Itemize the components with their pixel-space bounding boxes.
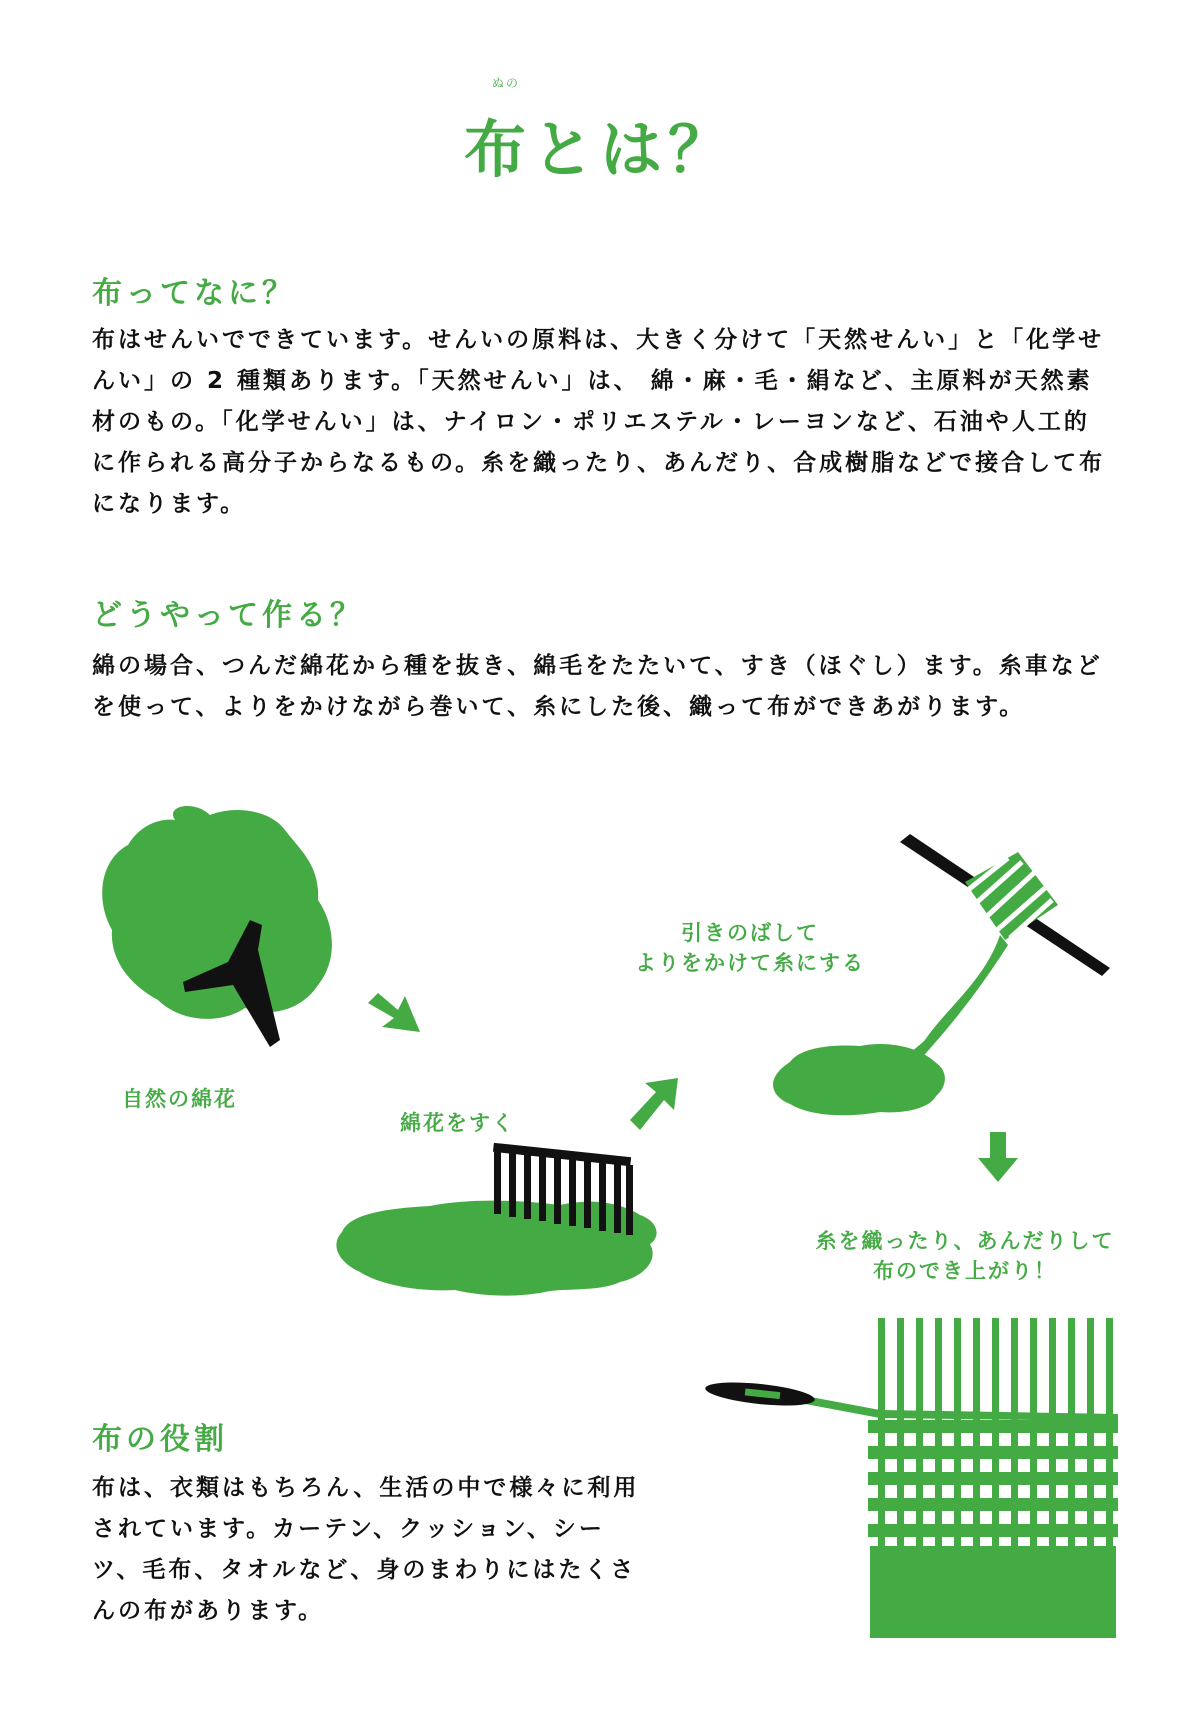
title-ruby: ぬの [492, 76, 521, 90]
caption-spinning-line1: 引きのばして [681, 921, 819, 945]
caption-weaving-line2: 布のでき上がり！ [873, 1259, 1057, 1283]
section-body-how: 綿の場合、つんだ綿花から種を抜き、綿毛をたたいて、すき（ほぐし）ます。糸車などを使って、よりをかけながら巻いて、糸にした後、織って布ができあがります。 [92, 653, 1103, 720]
comb-icon [493, 1143, 633, 1235]
shuttle-icon [704, 1378, 815, 1409]
carded-cotton-icon [336, 1201, 656, 1296]
woven-cloth-icon [704, 1318, 1118, 1638]
page-title: 布とは？ [463, 113, 736, 186]
caption-natural-cotton: 自然の綿花 [122, 1087, 237, 1111]
section-body-role: 布は、衣類はもちろん、生活の中で様々に利用されています。カーテン、クッション、シーツ、毛布、タオルなど、身のまわりにはたくさんの布があります。 [92, 1475, 640, 1624]
section-heading-how: どうやって作る？ [92, 598, 364, 633]
cotton-tree-icon [102, 806, 332, 1047]
caption-weaving-line1: 糸を織ったり、あんだりして [815, 1229, 1115, 1253]
arrow-down-icon [978, 1132, 1018, 1182]
arrow-up-right-icon [630, 1078, 678, 1130]
caption-spinning-line2: よりをかけて糸にする [635, 951, 865, 975]
section-body-what: 布はせんいでできています。せんいの原料は、大きく分けて「天然せんい」と「化学せんい」の 2 種類あります。「天然せんい」は、 綿・麻・毛・絹など、主原料が天然素材のもの。「化学せんい」は、ナイロン・ポリエステル・レーヨンなど、石油や人工的に作られる高分子からなるもの。糸を織ったり、あんだり、合成樹脂などで接合して布になります。 [92, 327, 1106, 517]
caption-carding: 綿花をすく [400, 1111, 515, 1135]
section-heading-role: 布の役割 [92, 1422, 228, 1457]
arrow-right-icon [368, 993, 420, 1032]
section-heading-what: 布ってなに？ [92, 276, 296, 311]
